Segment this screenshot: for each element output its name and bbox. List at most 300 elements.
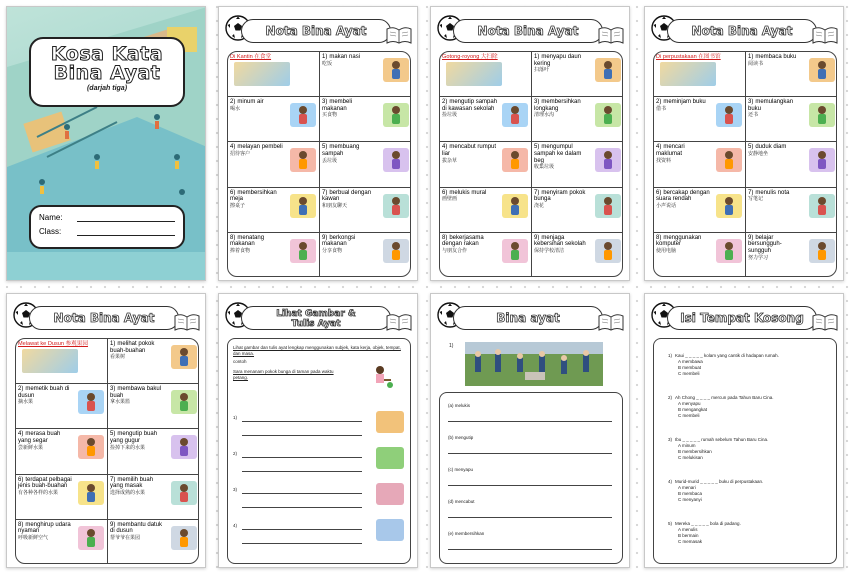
item-number: 8) [442,234,448,241]
item-image [809,239,835,263]
open-book-icon [597,312,625,332]
answer-option[interactable]: A menyapu [678,401,701,406]
answer-option[interactable]: C membeli [678,413,700,418]
vocab-item [228,233,320,277]
vocab-item [440,233,532,277]
word-prompt: (b) mengutip [448,435,474,440]
open-book-icon [811,25,839,45]
answer-line[interactable] [448,517,612,518]
question-number: 5) [668,521,673,526]
item-image [595,194,621,218]
answer-line[interactable] [448,453,612,454]
item-chinese: 选择成熟的水果 [110,489,146,496]
item-image [171,435,197,459]
item-chinese: 看果树 [110,354,126,361]
item-malay: melukis mural [449,189,487,196]
item-malay: membantu datuk di dusun [110,521,163,535]
place-label: Gotong-royong 大扫除 [442,54,498,60]
item-chinese: 找资料 [656,157,672,164]
open-book-icon [597,25,625,45]
item-number: 8) [656,234,662,241]
item-chinese: 收集垃圾 [534,164,555,171]
item-chinese: 努力学习 [748,254,769,261]
item-chinese: 和朋友聊天 [322,202,348,209]
question-text: Ah Chong _ _ _ _ mercun pada Tahun Baru Cina. [675,395,774,400]
question-number: 2) [668,395,673,400]
vocab-item [16,384,108,429]
vocab-item [440,188,532,233]
item-number: 6) [18,476,24,483]
vocab-page-perpustakaan [644,6,844,281]
item-malay: memetik buah di dusun [18,386,70,399]
item-malay: menatang makanan [230,234,265,248]
word-prompt: (a) melukis [448,403,471,408]
vocab-item [228,97,320,142]
header-banner: Nota Bina Ayat [29,306,179,330]
vocab-grid [227,51,411,277]
item-number: 4) [18,431,24,438]
vocab-page-dusun [6,293,206,568]
question-text: Ibu _ _ _ _ _ rumah sebelum Tahun Baru Cina. [675,437,769,442]
header-banner: Bina ayat [453,306,603,330]
item-number: 4) [656,144,662,151]
page-header [651,300,839,332]
item-chinese: 有各种各样的水果 [18,489,59,496]
item-chinese: 买食物 [322,112,338,119]
item-malay: menyapu daun kering [534,54,582,67]
vocab-item [440,142,532,187]
item-number: 8) [18,521,24,528]
item-chinese: 帮爷爷在果园 [110,534,141,541]
item-number: 5) [748,144,754,151]
item-image [171,481,197,505]
writing-box [227,338,411,564]
vocab-item [228,188,320,233]
vocab-item [532,233,623,277]
item-image [595,58,621,82]
item-number: 2) [442,99,448,106]
question-number: 1) [668,353,673,358]
item-number: 1) [534,54,540,60]
item-image [595,148,621,172]
item-image [383,148,409,172]
answer-box [439,392,623,564]
item-number: 9) [110,521,116,528]
item-number: 7) [110,476,116,483]
item-number: 3) [110,386,116,393]
item-image [809,103,835,127]
place-image [446,62,502,86]
item-image [809,58,835,82]
item-malay: memilih buah yang masak [110,476,154,490]
item-chinese: 吃饭 [322,60,333,67]
item-number: 2) [656,99,662,106]
item-image [502,239,528,263]
vocab-item [746,233,837,277]
vocab-item [16,475,108,520]
line-number: 4) [233,523,238,528]
question-item [668,395,828,419]
item-image [595,103,621,127]
item-malay: minum air [237,99,264,106]
answer-option[interactable]: B membersihkan [678,449,712,454]
cover-name-form [29,205,185,249]
header-banner: Isi Tempat Kosong [667,306,817,330]
item-number: 6) [442,189,448,196]
item-number: 9) [322,234,328,241]
answer-line[interactable] [242,457,362,458]
instruction-text: Lihat gambar dan tulis ayat lengkap menggunakan subjek, kata kerja, objek, tempat, dan masa. [233,345,401,356]
item-malay: membawa bakul buah [110,386,162,399]
place-cell [16,339,108,384]
item-chinese: 还书 [748,112,759,119]
item-chinese: 尝新鲜水果 [18,444,44,451]
item-image [290,239,316,263]
item-malay: mengumpul sampah ke dalam beg [534,144,582,164]
item-malay: memulangkan buku [748,99,794,112]
open-book-icon [173,312,201,332]
activity-image [376,447,404,469]
question-number: 1) [449,343,454,349]
item-malay: menulis nota [755,189,790,196]
item-malay: merasa buah yang segar [18,431,61,444]
vocab-item [654,97,746,142]
item-number: 7) [748,189,754,196]
item-number: 4) [230,144,236,151]
item-malay: menyiram pokok bunga [534,189,586,203]
page-header [651,13,839,45]
item-number: 1) [110,341,116,347]
item-image [78,526,104,550]
item-number: 9) [748,234,754,241]
vocab-item [532,142,623,187]
item-image [383,58,409,82]
item-number: 3) [534,99,540,106]
item-chinese: 捧着食物 [230,247,251,254]
vocab-grid [439,51,623,277]
vocab-page-gotong-royong [430,6,630,281]
header-line2: Tulis Ayat [291,319,341,329]
item-image [290,103,316,127]
item-number: 2) [230,99,236,106]
place-cell [228,52,320,97]
item-chinese: 拿水果篮 [110,399,131,406]
item-image [78,390,104,414]
vocab-item [320,52,411,97]
example-sentence: Sara menanam pokok bunga di taman pada waktu petang. [233,369,334,380]
item-image [78,435,104,459]
header-line1: Lihat Gambar & [276,309,356,319]
question-item [668,479,828,503]
vocab-item [746,188,837,233]
word-prompt: (e) membersihkan [448,531,485,536]
page-header [13,300,201,332]
answer-line[interactable] [242,529,362,530]
header-banner [241,306,391,330]
cover-title-line2: Bina Ayat [53,62,161,84]
vocab-item [746,52,837,97]
question-item [668,353,828,377]
item-image [290,148,316,172]
question-number: 4) [668,479,673,484]
vocab-item [654,188,746,233]
vocab-item [654,233,746,277]
item-number: 8) [230,234,236,241]
item-malay: mencabut rumput liar [442,144,497,157]
answer-option[interactable]: B membaca [678,491,703,496]
word-prompt: (c) menyapu [448,467,474,472]
line-number: 2) [233,451,238,456]
item-chinese: 扫落叶 [534,67,550,74]
item-number: 5) [322,144,328,151]
item-malay: menghirup udara nyaman [18,521,71,535]
item-image [595,239,621,263]
answer-option[interactable]: A menari [678,485,696,490]
item-malay: mencari maklumat [656,144,685,157]
item-chinese: 保持学校清洁 [534,247,565,254]
item-malay: menggunakan komputer [656,234,702,248]
item-image [171,526,197,550]
gotong-royong-photo [465,342,603,386]
vocab-item [108,429,199,474]
answer-line[interactable] [242,435,362,436]
class-label: Class: [39,227,62,236]
vocab-grid [653,51,837,277]
item-number: 6) [656,189,662,196]
line-number: 1) [233,415,238,420]
vocab-item [320,233,411,277]
place-cell [654,52,746,97]
item-malay: mengutip sampah di kawasan sekolah [442,99,498,112]
item-malay: bercakap dengan suara rendah [656,189,710,203]
answer-line[interactable] [242,493,362,494]
page-header [437,300,625,332]
page-header [225,300,413,332]
item-number: 7) [534,189,540,196]
place-image [234,62,290,86]
item-image [502,148,528,172]
class-field[interactable] [77,227,175,236]
vocab-item [532,52,623,97]
item-number: 5) [110,431,116,438]
item-malay: makan nasi [329,54,361,60]
item-image [383,194,409,218]
item-number: 5) [534,144,540,151]
answer-line[interactable] [448,549,612,550]
item-chinese: 画壁画 [442,196,458,203]
question-box [653,338,837,564]
answer-option[interactable]: B membuat [678,365,702,370]
item-number: 3) [322,99,328,106]
header-banner: Nota Bina Ayat [241,19,391,43]
vocab-item [746,97,837,142]
item-chinese: 捡掉下来的水果 [110,444,146,451]
item-image [809,148,835,172]
item-malay: bekerjasama dengan rakan [442,234,484,248]
cover-page [6,6,206,281]
vocab-item [440,97,532,142]
item-number: 2) [18,386,24,393]
item-number: 4) [442,144,448,151]
item-number: 6) [230,189,236,196]
vocab-item [16,429,108,474]
vocab-page-kantin [218,6,418,281]
contoh-label: contoh [233,359,247,364]
vocab-item [654,142,746,187]
item-image [502,103,528,127]
item-image [716,148,742,172]
item-chinese: 写笔记 [748,196,764,203]
answer-option[interactable]: C membeli [678,371,700,376]
place-cell [440,52,532,97]
item-chinese: 借书 [656,105,667,112]
cover-title-box [29,37,185,107]
item-chinese: 使用电脑 [656,247,677,254]
answer-option[interactable]: A minum [678,443,696,448]
vocab-item [108,475,199,520]
open-book-icon [385,25,413,45]
item-chinese: 摘水果 [18,399,34,406]
item-malay: membeli makanan [322,99,353,112]
item-chinese: 招待客户 [230,150,251,157]
vocab-item [532,97,623,142]
vocab-item [320,142,411,187]
page-header [225,13,413,45]
item-chinese: 捡垃圾 [442,112,458,119]
vocab-item [746,142,837,187]
line-number: 3) [233,487,238,492]
question-text: Murid-murid _ _ _ _ _ buku di perpustakaan. [675,479,764,484]
item-image [716,239,742,263]
question-item [668,437,828,461]
item-malay: duduk diam [755,144,787,151]
question-item [668,521,828,545]
item-chinese: 喝水 [230,105,241,112]
item-malay: berkongsi makanan [322,234,356,248]
item-malay: melayan pembeli [237,144,283,151]
place-image [22,349,78,373]
item-number: 9) [534,234,540,241]
picture-writing-page [218,293,418,568]
place-label: Di Kantin 在食堂 [230,54,272,60]
item-malay: meminjam buku [663,99,706,106]
activity-image [376,411,404,433]
cover-subtitle: (darjah tiga) [86,85,128,92]
item-number: 1) [322,54,328,60]
vocab-item [320,97,411,142]
answer-line[interactable] [448,485,612,486]
word-prompt: (d) mencabut [448,499,475,504]
item-image [716,103,742,127]
answer-line[interactable] [242,507,362,508]
vocab-item [108,384,199,429]
open-book-icon [385,312,413,332]
item-image [171,390,197,414]
vocab-item [16,520,108,564]
name-label: Name: [39,213,63,222]
vocab-item [108,339,199,384]
item-image [716,194,742,218]
answer-option[interactable]: B bermain [678,533,699,538]
place-label: Di perpustakaan 在图书馆 [656,54,721,60]
place-label: Melawat ke Dusun 参观果园 [18,341,88,347]
vocab-item [228,142,320,187]
item-chinese: 阅读书 [748,60,764,67]
item-malay: membaca buku [755,54,797,60]
question-number: 3) [668,437,673,442]
item-malay: belajar bersungguh-sungguh [748,234,782,254]
question-text: Kaui _ _ _ _ _ kolam yang cantik di hadapan rumah. [675,353,779,358]
activity-image [376,483,404,505]
item-image [171,345,197,369]
item-malay: membersihkan longkang [534,99,581,112]
item-number: 1) [748,54,754,60]
item-chinese: 与朋友合作 [442,247,468,254]
item-malay: membuang sampah [322,144,360,157]
vocab-grid [15,338,199,564]
item-chinese: 呼吸新鲜空气 [18,534,49,541]
place-image [660,62,716,86]
item-chinese: 浇花 [534,202,545,209]
answer-line[interactable] [448,421,612,422]
item-malay: terdapat pelbagai jenis buah-buahan [18,476,72,490]
vocab-item [532,188,623,233]
answer-option[interactable]: C menyanyi [678,497,702,502]
answer-option[interactable]: A membawa [678,359,703,364]
question-text: Mereka _ _ _ _ _ bola di padang. [675,521,741,526]
item-image [809,194,835,218]
vocab-item [320,188,411,233]
answer-option[interactable]: C melukisan [678,455,703,460]
item-image [290,194,316,218]
answer-option[interactable]: B mengangkat [678,407,708,412]
header-banner: Nota Bina Ayat [667,19,817,43]
item-image [383,239,409,263]
item-number: 7) [322,189,328,196]
answer-option[interactable]: A menulis [678,527,698,532]
build-sentence-page [430,293,630,568]
open-book-icon [811,312,839,332]
item-image [502,194,528,218]
item-chinese: 小声说话 [656,202,677,209]
item-malay: membersihkan meja [230,189,277,203]
gardening-girl-image [368,365,394,389]
name-field[interactable] [77,213,175,222]
answer-option[interactable]: C memasak [678,539,703,544]
item-chinese: 拔杂草 [442,157,458,164]
item-chinese: 清理水沟 [534,112,555,119]
item-malay: berbual dengan kawan [322,189,372,203]
item-image [383,103,409,127]
item-image [78,481,104,505]
fill-blank-page [644,293,844,568]
cover-title-line1: Kosa Kata [50,43,164,65]
vocab-item [108,520,199,564]
answer-line[interactable] [242,543,362,544]
item-malay: melihat pokok buah-buahan [110,341,155,354]
item-malay: mengutip buah yang gugur [110,431,158,444]
item-malay: menjaga kebersihan sekolah [534,234,586,248]
item-number: 3) [748,99,754,106]
answer-line[interactable] [242,421,362,422]
item-chinese: 安静地坐 [748,150,769,157]
item-chinese: 丢垃圾 [322,157,338,164]
answer-line[interactable] [242,471,362,472]
header-banner: Nota Bina Ayat [453,19,603,43]
page-header [437,13,625,45]
item-chinese: 擦桌子 [230,202,246,209]
activity-image [376,519,404,541]
